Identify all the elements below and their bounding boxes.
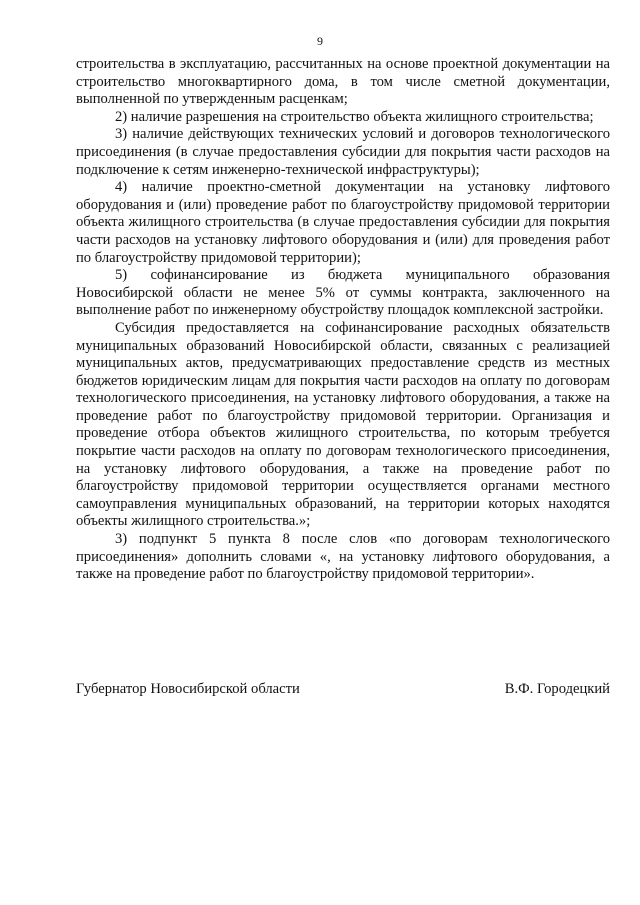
document-body	[76, 56, 610, 584]
list-item-2: 2) наличие разрешения на строительство объекта жилищного строительства;	[115, 108, 594, 125]
amendment-paragraph: 3) подпункт 5 пункта 8 после слов «по договорам технологического присоединения» дополнить словами «, на установку лифтового оборудования, а также на проведение работ по благоустройству придомовой территории».	[76, 531, 610, 583]
list-item-3: 3) наличие действующих технических условий и договоров технологического присоединения (в случае предоставления субсидии для покрытия части расходов на подключение к сетям инженерно-технической инфраструктуры);	[76, 126, 610, 178]
signatory-position: Губернатор Новосибирской области	[76, 681, 300, 697]
signature-block	[76, 680, 610, 698]
list-item-5: 5) софинансирование из бюджета муниципального образования Новосибирской области не менее 5% от суммы контракта, заключенного на выполнение работ по инженерному обустройству площадок комплексной застройки.	[76, 267, 610, 319]
page-number: 9	[317, 34, 323, 48]
subsidy-paragraph: Субсидия предоставляется на софинансирование расходных обязательств муниципальных образований Новосибирской области, связанных с реализацией муниципальных актов, предусматривающих предоставление средств из местных бюджетов юридическим лицам для покрытия части расходов на оплату по договорам технологического присоединения, на установку лифтового оборудования, а также на проведение работ по благоустройству придомовой территории. Организация и проведение отбора объектов жилищного строительства, по которым требуется покрытие части расходов на оплату по договорам технологического присоединения, на установку лифтового оборудования, а также на проведение работ по благоустройству придомовой территории осуществляется органами местного самоуправления муниципальных образований, на территории которых находятся объекты жилищного строительства.»;	[76, 319, 610, 530]
paragraph-continuation: строительства в эксплуатацию, рассчитанных на основе проектной документации на строительство многоквартирного дома, в том числе сметной документации, выполненной по утвержденным расценкам;	[76, 56, 610, 108]
list-item-4: 4) наличие проектно-сметной документации на установку лифтового оборудования и (или) проведение работ по благоустройству придомовой территории объекта жилищного строительства (в случае предоставления субсидии для покрытия части расходов на установку лифтового оборудования и (или) для проведения работ по благоустройству придомовой территории);	[76, 179, 610, 266]
signatory-name: В.Ф. Городецкий	[504, 681, 610, 697]
